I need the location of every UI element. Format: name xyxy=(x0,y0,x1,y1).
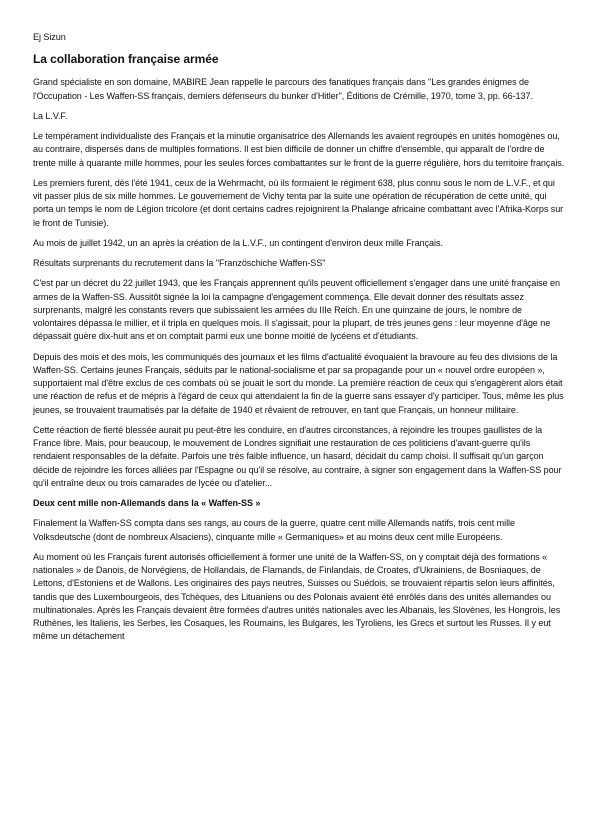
paragraph: Cette réaction de fierté blessée aurait pu peut-être les conduire, en d'autres circonstances, à rejoindre les troupes gaullistes de la France libre. Mais, pour beaucoup, le mouvement de Londres signifiait une restauration de ces politiciens d'avant-guerre qu'ils rendaient responsables de la défaite. Parfois une très faible influence, un hasard, décidait du camp choisi. Il suffisait qu'un garçon décide de rejoindre les forces alliées par l'Espagne ou qu'il se résolve, au contraire, à signer son engagement dans la Waffen-SS pour qu'il entraîne deux ou trois camarades de lycée ou d'atelier... xyxy=(33,424,562,488)
paragraph: Au moment où les Français furent autorisés officiellement à former une unité de la Waffen-SS, on y comptait déjà des formations « nationales » de Danois, de Norvégiens, de Hollandais, de Flamands, de Finlandais, de Croates, d'Ukrainiens, de Bosniaques, de Lettons, d'Estoniens et de Wallons. Les originaires des pays neutres, Suisses ou Suédois, se trouvaient répartis selon leurs affinités, tandis que des Luxembourgeois, des Tchèques, des Lituaniens ou des Polonais avaient été enrôlés dans des unités allemandes ou multinationales. Après les Français devaient être formées d'autres unités nationales avec les Albanais, les Slovènes, les Hongrois, les Ruthènes, les Italiens, les Serbes, les Cosaques, les Roumains, les Bulgares, les Tyroliens, les Grecs et surtout les Russes. Il y eut même un détachement xyxy=(33,551,561,642)
document-page xyxy=(33,31,565,651)
paragraph: La L.V.F. xyxy=(33,110,68,121)
paragraph: Depuis des mois et des mois, les communiqués des journaux et les films d'actualité évoquaient la bravoure au feu des divisions de la Waffen-SS. Certains jeunes Français, séduits par le national-socialisme et par sa propagande pour un « nouvel ordre européen », supportaient mal d'être exclus de ces combats où se jouait le sort du monde. La première réaction de ceux qui s'engagèrent alors était une réaction de refus et de mépris à l'égard de ceux qui attendaient la fin de la guerre sans essayer d'y participer. Tous, même les plus jeunes, se trouvaient traumatisés par la défaite de 1940 et rêvaient de retrouver, en tant que Français, un honneur militaire. xyxy=(33,351,564,415)
paragraph: Au mois de juillet 1942, un an après la création de la L.V.F., un contingent d'environ deux mille Français. xyxy=(33,237,443,248)
paragraph: Résultats surprenants du recrutement dans la "Französchiche Waffen-SS" xyxy=(33,258,326,268)
paragraph: Les premiers furent, dès l'été 1941, ceux de la Wehrmacht, où ils formaient le régiment 638, plus connu sous le nom de L.V.F., et qui vit passer plus de six mille hommes. Le gouvernement de Vichy tenta par la suite une opération de récupération de cette unité, qui porta un temps le nom de Légion tricolore (et dont certains cadres rejoignirent la Phalange africaine combattant avec l'Afrika-Korps sur le front de Tunisie). xyxy=(33,177,564,228)
section-heading: Deux cent mille non-Allemands dans la « Waffen-SS » xyxy=(33,498,261,508)
document-body xyxy=(33,76,565,643)
paragraph: Grand spécialiste en son domaine, MABIRE Jean rappelle le parcours des fanatiques français dans "Les grandes énigmes de l'Occupation - Les Waffen-SS français, derniers défenseurs du bunker d'Hitler", Éditions de Crémille, 1970, tome 3, pp. 66-137. xyxy=(33,77,533,101)
paragraph: C'est par un décret du 22 juillet 1943, que les Français apprennent qu'ils peuvent officiellement s'engager dans une unité française en armes de la Waffen-SS. Aussitôt signée la loi la campagne d'engagement commença. Elle devait donner des résultats assez surprenants, malgré les constants revers que subissaient les armées du IIIe Reich. En une quinzaine de jours, le nombre de volontaires dépassa le millier, et il tripla en quelques mois. Il s'agissait, pour la plupart, de très jeunes gens : leur moyenne d'âge ne dépassait guère dix-huit ans et on comptait parmi eux une bonne moitié de lycéens et d'étudiants. xyxy=(33,278,561,342)
paragraph: Le tempérament individualiste des Français et la minutie organisatrice des Allemands les avaient regroupés en unités homogènes ou, au contraire, dispersés dans de multiples formations. Il est bien difficile de donner un chiffre d'ensemble, qui apparaît de l'ordre de trente mille à quarante mille hommes, pour les seules forces combattantes sur le front de la guerre régulière, hors du territoire français. xyxy=(33,131,565,168)
document-author: Ej Sizun xyxy=(33,32,66,42)
paragraph: Finalement la Waffen-SS compta dans ses rangs, au cours de la guerre, quatre cent mille Allemands natifs, trois cent mille Volksdeutsche (dont de nombreux Alsaciens), cinquante mille « Germaniques» et au moins deux cent mille Européens. xyxy=(33,518,515,542)
document-title: La collaboration française armée xyxy=(33,52,219,67)
